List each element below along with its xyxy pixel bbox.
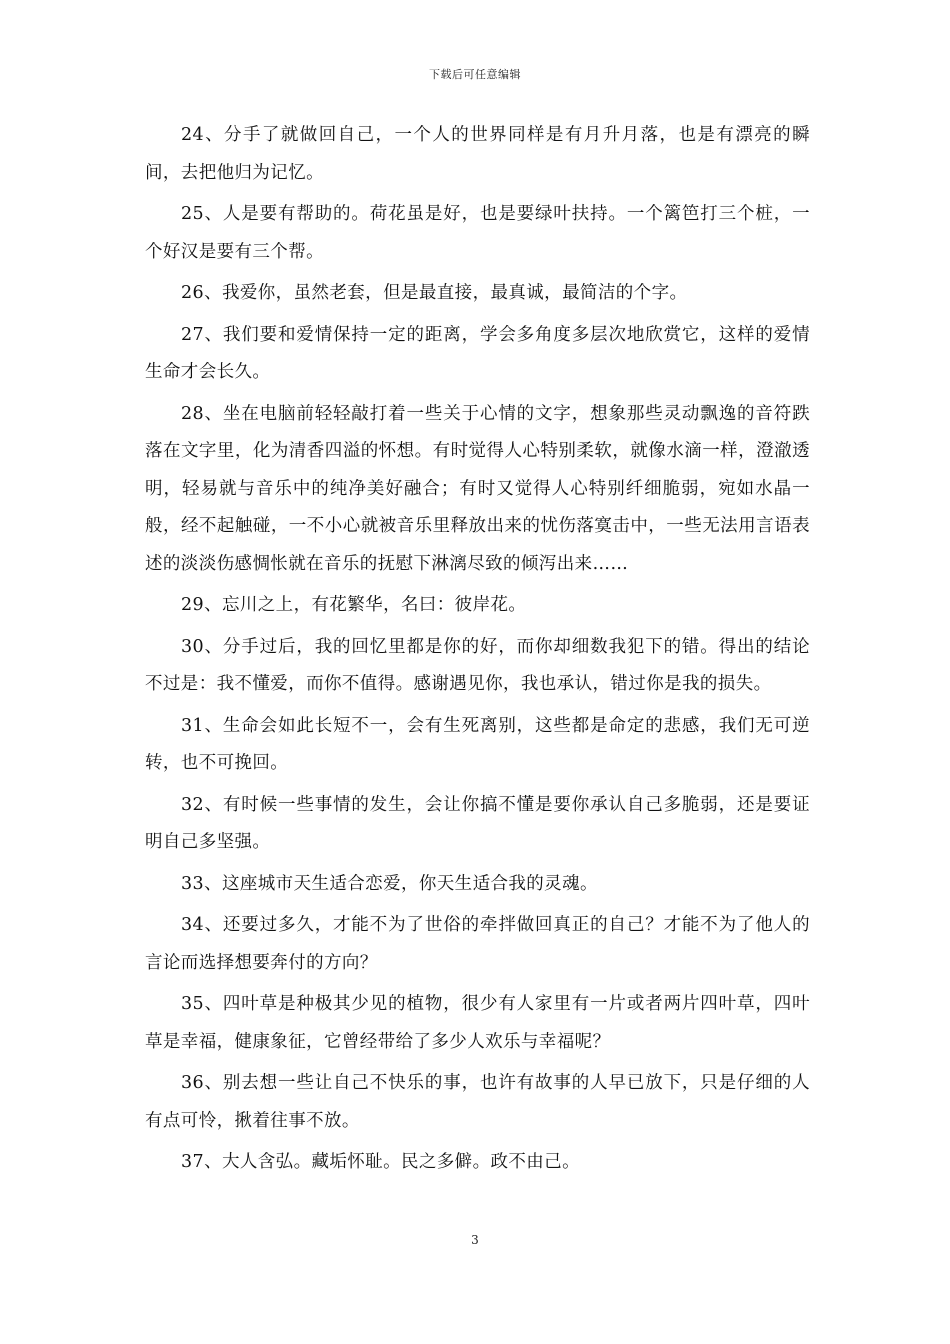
paragraph-33: 33、这座城市天生适合恋爱，你天生适合我的灵魂。 (181, 873, 598, 894)
paragraph-27: 27、我们要和爱情保持一定的距离，学会多角度多层次地欣赏它，这样的爱情生命才会长久。 (145, 324, 810, 382)
paragraph-26: 26、我爱你，虽然老套，但是最直接，最真诚，最简洁的个字。 (181, 283, 688, 303)
paragraph-32: 32、有时候一些事情的发生，会让你搞不懂是要你承认自己多脆弱，还是要证明自己多坚强。 (145, 794, 810, 852)
paragraph-31: 31、生命会如此长短不一，会有生死离别，这些都是命定的悲感，我们无可逆转，也不可挽回。 (145, 715, 810, 773)
paragraph-34: 34、还要过多久，才能不为了世俗的牵拌做回真正的自己？才能不为了他人的言论而选择想要奔付的方向？ (145, 915, 810, 973)
paragraph-35: 35、四叶草是种极其少见的植物，很少有人家里有一片或者两片四叶草，四叶草是幸福，健康象征，它曾经带给了多少人欢乐与幸福呢？ (145, 994, 810, 1052)
paragraph-28: 28、坐在电脑前轻轻敲打着一些关于心情的文字，想象那些灵动飘逸的音符跌落在文字里，化为清香四溢的怀想。有时觉得人心特别柔软，就像水滴一样，澄澈透明，轻易就与音乐中的纯净美好融合；有时又觉得人心特别纤细脆弱，宛如水晶一般，经不起触碰，一不小心就被音乐里释放出来的忧伤落寞击中，一些无法用言语表述的淡淡伤感惆怅就在音乐的抚慰下淋漓尽致的倾泻出来…… (145, 403, 810, 574)
page-header: 下载后可任意编辑 (429, 68, 521, 81)
paragraph-36: 36、别去想一些让自己不快乐的事，也许有故事的人早已放下，只是仔细的人有点可怜，揪着往事不放。 (145, 1073, 810, 1131)
page-number: 3 (471, 1233, 479, 1247)
paragraph-37: 37、大人含弘。藏垢怀耻。民之多僻。政不由己。 (181, 1152, 580, 1172)
paragraph-24: 24、分手了就做回自己，一个人的世界同样是有月升月落，也是有漂亮的瞬间，去把他归为记忆。 (145, 125, 810, 183)
document-body (145, 117, 810, 1186)
paragraph-29: 29、忘川之上，有花繁华，名曰：彼岸花。 (181, 595, 527, 615)
paragraph-30: 30、分手过后，我的回忆里都是你的好，而你却细数我犯下的错。得出的结论不过是：我不懂爱，而你不值得。感谢遇见你，我也承认，错过你是我的损失。 (145, 636, 810, 694)
paragraph-25: 25、人是要有帮助的。荷花虽是好，也是要绿叶扶持。一个篱笆打三个桩，一个好汉是要有三个帮。 (145, 204, 810, 262)
